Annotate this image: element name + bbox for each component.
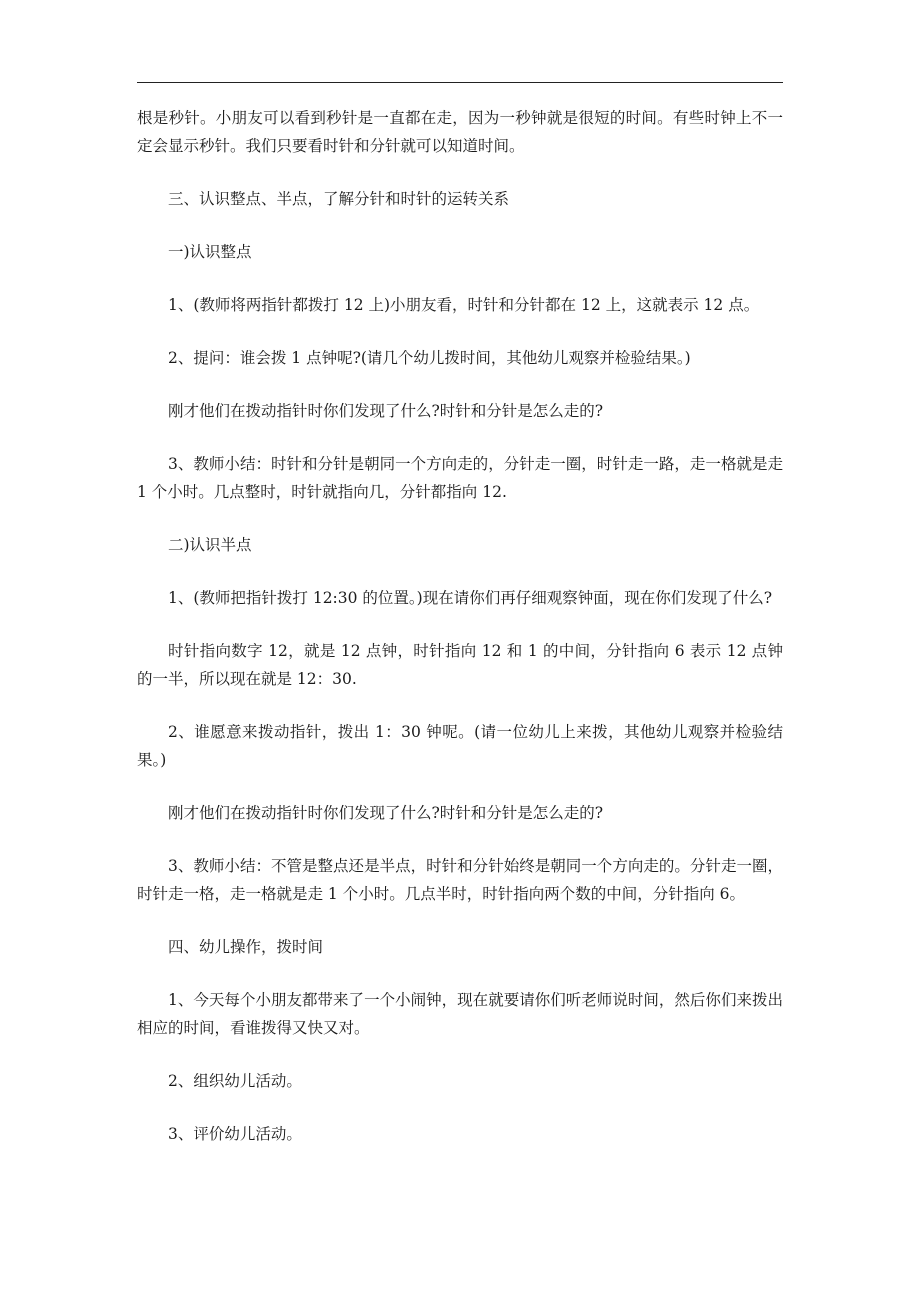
paragraph: 3、教师小结：不管是整点还是半点，时针和分针始终是朝同一个方向走的。分针走一圈，时针走一格，走一格就是走 1 个小时。几点半时，时针指向两个数的中间，分针指向 6。 [137,857,783,903]
paragraph: 1、(教师将两指针都拨打 12 上)小朋友看，时针和分针都在 12 上，这就表示 12 点。 [168,296,760,314]
paragraph: 3、评价幼儿活动。 [168,1125,302,1143]
paragraph: 2、提问：谁会拨 1 点钟呢?(请几个幼儿拨时间，其他幼儿观察并检验结果。) [168,349,691,367]
document-body [137,104,783,1148]
subsection-heading-half-hour: 二)认识半点 [168,536,252,554]
paragraph: 时针指向数字 12，就是 12 点钟，时针指向 12 和 1 的中间，分针指向 6 表示 12 点钟的一半，所以现在就是 12：30. [137,642,783,688]
paragraph: 1、(教师把指针拨打 12:30 的位置。)现在请你们再仔细观察钟面，现在你们发现了什么? [168,589,773,607]
header-rule [137,82,783,83]
paragraph: 1、今天每个小朋友都带来了一个小闹钟，现在就要请你们听老师说时间，然后你们来拨出相应的时间，看谁拨得又快又对。 [137,991,783,1037]
paragraph: 2、组织幼儿活动。 [168,1072,302,1090]
paragraph-continuation: 根是秒针。小朋友可以看到秒针是一直都在走，因为一秒钟就是很短的时间。有些时钟上不一定会显示秒针。我们只要看时针和分针就可以知道时间。 [137,109,783,155]
paragraph: 3、教师小结：时针和分针是朝同一个方向走的，分针走一圈，时针走一路，走一格就是走 1 个小时。几点整时，时针就指向几，分针都指向 12. [137,455,783,501]
section-heading-4: 四、幼儿操作，拨时间 [168,938,324,956]
section-heading-3: 三、认识整点、半点，了解分针和时针的运转关系 [168,190,510,208]
paragraph: 刚才他们在拨动指针时你们发现了什么?时针和分针是怎么走的? [168,402,604,420]
subsection-heading-whole-hour: 一)认识整点 [168,243,252,261]
paragraph: 2、谁愿意来拨动指针，拨出 1：30 钟呢。(请一位幼儿上来拨，其他幼儿观察并检验结果。) [137,723,783,769]
paragraph: 刚才他们在拨动指针时你们发现了什么?时针和分针是怎么走的? [168,804,604,822]
